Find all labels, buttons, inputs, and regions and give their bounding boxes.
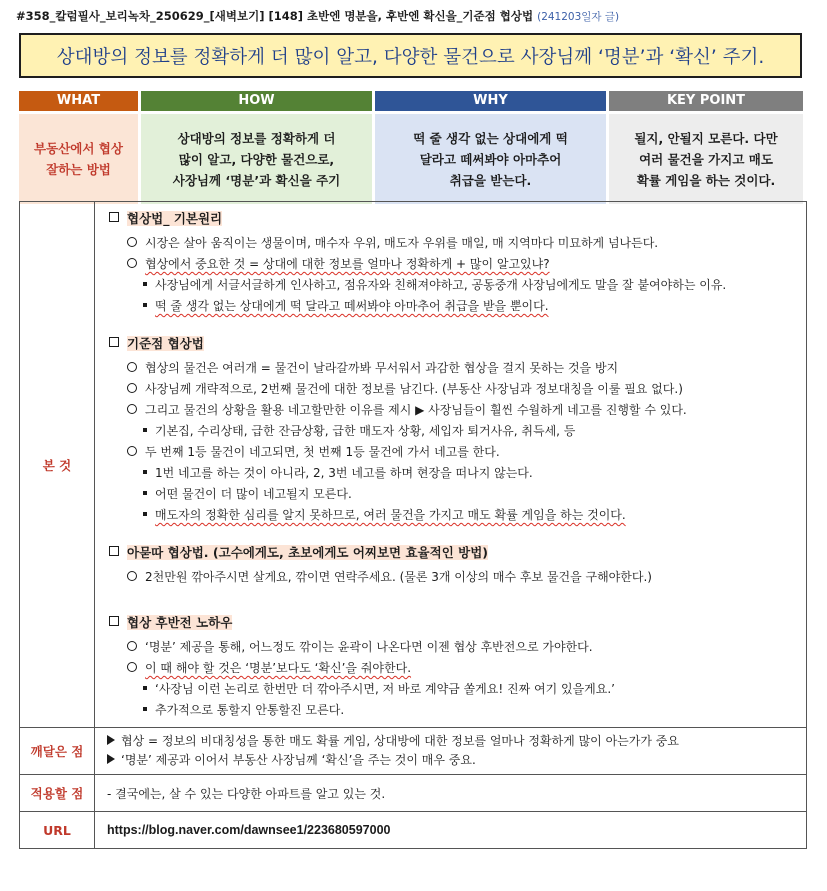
what-cell: [19, 114, 138, 204]
realized-line: 협상 = 정보의 비대칭성을 통한 매도 확률 게임, 상대방에 대한 정보를 얼마나 정확하게 많이 아는가가 중요: [107, 732, 798, 751]
list-item: 사장님에게 서글서글하게 인사하고, 점유자와 친해져야하고, 공동중개 사장님에게도 말을 잘 붙여야하는 이유.: [143, 275, 798, 296]
square-bullet-icon: [109, 212, 119, 222]
list-item: 사장님께 개략적으로, 2번째 물건에 대한 정보를 남긴다. (부동산 사장님과 정보대칭을 이룰 필요 없다.): [127, 379, 798, 400]
realized-content: [95, 728, 807, 775]
square-dot-icon: [143, 303, 147, 307]
square-bullet-icon: [109, 546, 119, 556]
circle-bullet-icon: [127, 383, 137, 393]
url-link[interactable]: https://blog.naver.com/dawnsee1/223680597000: [95, 812, 807, 849]
document-header: [16, 8, 619, 24]
circle-bullet-icon: [127, 571, 137, 581]
list-item: 협상의 물건은 여러개 = 물건이 날라갈까봐 무서워서 과감한 협상을 걸지 못하는 것을 방지: [127, 358, 798, 379]
square-dot-icon: [143, 491, 147, 495]
section-title: 기준점 협상법: [109, 334, 798, 354]
what-header: WHAT: [19, 91, 138, 111]
how-cell: [141, 114, 372, 204]
list-item: 기본집, 수리상태, 급한 잔금상황, 급한 매도자 상황, 세입자 퇴거사유, 취득세, 등: [143, 421, 798, 442]
document-title: #358_칼럼필사_보리녹차_250629_[새벽보기] [148] 초반엔 명분을, 후반엔 확신을_기준점 협상법: [16, 9, 534, 23]
list-item: 두 번째 1등 물건이 네고되면, 첫 번째 1등 물건에 가서 네고를 한다.: [127, 442, 798, 463]
how-header: HOW: [141, 91, 372, 111]
square-dot-icon: [143, 707, 147, 711]
list-item: 1번 네고를 하는 것이 아니라, 2, 3번 네고를 하며 현장을 떠나지 않는다.: [143, 463, 798, 484]
body-content: [95, 202, 807, 728]
key-line: 여러 물건을 가지고 매도: [639, 151, 773, 167]
list-item: 어떤 물건이 더 많이 네고될지 모른다.: [143, 484, 798, 505]
what-line: 부동산에서 협상: [34, 141, 123, 156]
square-dot-icon: [143, 686, 147, 690]
why-line: 취급을 받는다.: [449, 172, 532, 188]
square-dot-icon: [143, 512, 147, 516]
why-line: 떡 줄 생각 없는 상대에게 떡: [413, 130, 568, 146]
realized-label: 깨달은 점: [20, 728, 95, 775]
triangle-bullet-icon: [107, 735, 115, 745]
list-item: 이 때 해야 할 것은 ‘명분’보다도 ‘확신’을 줘야한다.: [127, 658, 798, 679]
what-line: 잘하는 방법: [46, 162, 111, 177]
section-title: 협상 후반전 노하우: [109, 613, 798, 633]
why-header: WHY: [375, 91, 606, 111]
apply-content: - 결국에는, 살 수 있는 다양한 아파트를 알고 있는 것.: [95, 775, 807, 812]
key-point-cell: [609, 114, 803, 204]
section-title: 아묻따 협상법. (고수에게도, 초보에게도 어찌보면 효율적인 방법): [109, 543, 798, 563]
body-label: 본 것: [20, 202, 95, 728]
circle-bullet-icon: [127, 446, 137, 456]
circle-bullet-icon: [127, 404, 137, 414]
list-item: 매도자의 정확한 심리를 알지 못하므로, 여러 물건을 가지고 매도 확률 게임을 하는 것이다.: [143, 505, 798, 526]
realized-line: ‘명분’ 제공과 이어서 부동산 사장님께 ‘확신’을 주는 것이 매우 중요.: [107, 751, 798, 770]
list-item: ‘사장님 이런 논리로 한번만 더 깎아주시면, 저 바로 계약금 쏠게요! 진짜 여기 있을게요.’: [143, 679, 798, 700]
circle-bullet-icon: [127, 237, 137, 247]
key-line: 될지, 안될지 모른다. 다만: [634, 130, 778, 146]
why-cell: [375, 114, 606, 204]
how-line: 사장님께 ‘명분’과 확신을 주기: [172, 172, 341, 188]
square-dot-icon: [143, 282, 147, 286]
list-item: 추가적으로 통할지 안통할진 모른다.: [143, 700, 798, 721]
document-date: (241203일자 글): [537, 11, 620, 23]
notes-table: [19, 201, 807, 849]
why-line: 달라고 떼써봐야 아마추어: [419, 151, 562, 167]
square-bullet-icon: [109, 337, 119, 347]
list-item: 그리고 물건의 상황을 활용 네고할만한 이유를 제시 ▶ 사장님들이 훨씬 수월하게 네고를 진행할 수 있다.: [127, 400, 798, 421]
section-title: 협상법_ 기본원리: [109, 209, 798, 229]
list-item: ‘명분’ 제공을 통해, 어느정도 깎이는 윤곽이 나온다면 이젠 협상 후반전으로 가야한다.: [127, 637, 798, 658]
list-item: 협상에서 중요한 것 = 상대에 대한 정보를 얼마나 정확하게 + 많이 알고있냐?: [127, 254, 798, 275]
url-label: URL: [20, 812, 95, 849]
list-item: 2천만원 깎아주시면 살게요, 깎이면 연락주세요. (물론 3개 이상의 매수 후보 물건을 구해야한다.): [127, 567, 798, 588]
square-dot-icon: [143, 470, 147, 474]
summary-banner: 상대방의 정보를 정확하게 더 많이 알고, 다양한 물건으로 사장님께 ‘명분’과 ‘확신’ 주기.: [19, 33, 802, 78]
apply-label: 적용할 점: [20, 775, 95, 812]
how-line: 상대방의 정보를 정확하게 더: [177, 130, 336, 146]
circle-bullet-icon: [127, 641, 137, 651]
key-point-header: KEY POINT: [609, 91, 803, 111]
how-line: 많이 알고, 다양한 물건으로,: [178, 151, 335, 167]
circle-bullet-icon: [127, 662, 137, 672]
list-item: 떡 줄 생각 없는 상대에게 떡 달라고 떼써봐야 아마추어 취급을 받을 뿐이다.: [143, 296, 798, 317]
summary-table: [19, 91, 806, 204]
list-item: 시장은 살아 움직이는 생물이며, 매수자 우위, 매도자 우위를 매일, 매 지역마다 미묘하게 넘나든다.: [127, 233, 798, 254]
square-dot-icon: [143, 428, 147, 432]
square-bullet-icon: [109, 616, 119, 626]
key-line: 확률 게임을 하는 것이다.: [636, 172, 776, 188]
triangle-bullet-icon: [107, 754, 115, 764]
circle-bullet-icon: [127, 362, 137, 372]
circle-bullet-icon: [127, 258, 137, 268]
